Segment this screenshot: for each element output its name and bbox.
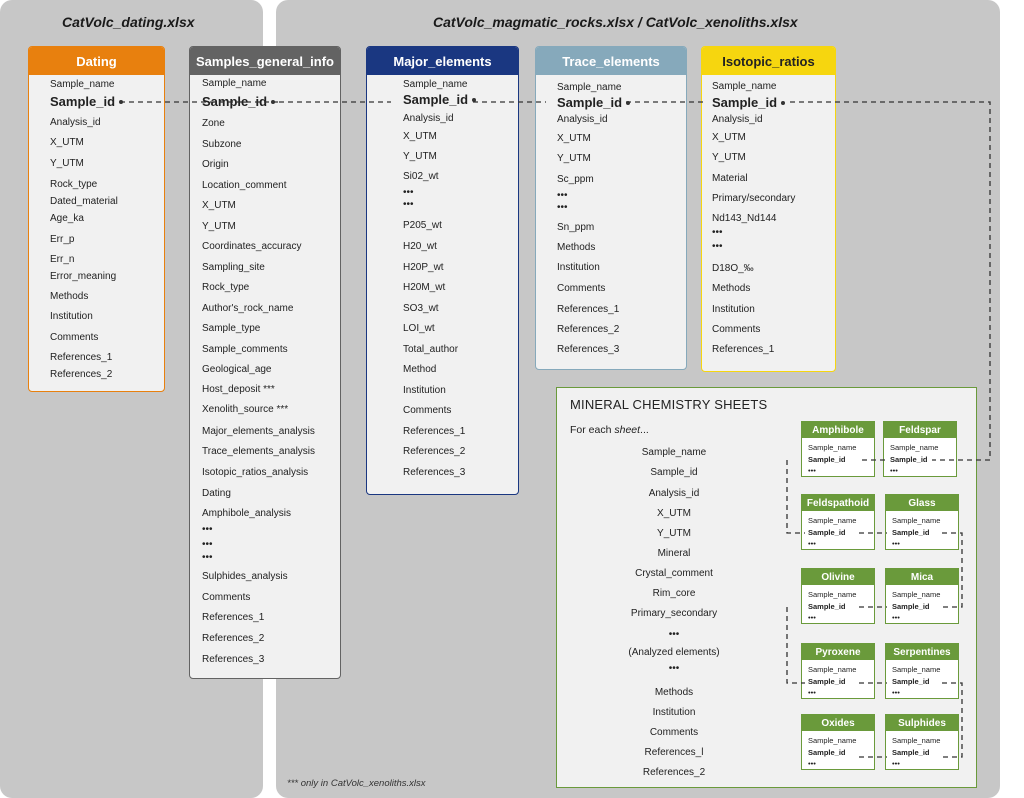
major-field: Sample_name [403, 79, 468, 90]
dating-field: Analysis_id [50, 117, 101, 128]
mineral-field: ••• [668, 663, 680, 674]
sheet-field: ••• [892, 759, 900, 768]
mineral-field: (Analyzed elements) [628, 647, 720, 658]
mineral-field: Sample_id [650, 467, 698, 478]
trace-field: Institution [557, 262, 600, 273]
sheet-oxides [801, 714, 875, 770]
sheet-olivine [801, 568, 875, 624]
samples-field: Sulphides_analysis [202, 571, 288, 582]
sheet-header: Mica [886, 569, 958, 585]
sheet-header: Feldspar [884, 422, 956, 438]
samples-field: Major_elements_analysis [202, 426, 315, 437]
samples-field: Origin [202, 159, 229, 170]
sheet-field: ••• [890, 466, 898, 475]
samples-field: Sample_name [202, 78, 267, 89]
sheet-field: Sample_id [892, 677, 930, 686]
subtitle-emph: sheet [614, 424, 641, 436]
isotopic-field: ••• [712, 227, 723, 238]
isotopic-field: Y_UTM [712, 152, 746, 163]
samples-field: References_2 [202, 633, 265, 644]
mineral-field: References_l [644, 747, 704, 758]
samples-field: Subzone [202, 139, 242, 150]
samples-field: Location_comment [202, 180, 287, 191]
subtitle-prefix: For each [570, 424, 615, 436]
sheet-field: Sample_id [892, 748, 930, 757]
sheet-field: ••• [808, 759, 816, 768]
sheet-header: Pyroxene [802, 644, 874, 660]
mineral-field: Methods [654, 687, 694, 698]
isotopic-field: D18O_‰ [712, 263, 754, 274]
dating-field: Rock_type [50, 179, 98, 190]
trace-field: References_2 [557, 324, 620, 335]
sheet-field: Sample_name [808, 590, 857, 599]
sheet-header: Feldspathoid [802, 495, 874, 511]
isotopic-field: References_1 [712, 344, 775, 355]
dating-field: References_1 [50, 352, 113, 363]
trace-table-header: Trace_elements [536, 47, 686, 75]
sheet-field: Sample_name [890, 443, 939, 452]
major-field: Si02_wt [403, 171, 439, 182]
dating-field: Institution [50, 311, 93, 322]
samples-field: Comments [202, 592, 251, 603]
sheet-amphibole [801, 421, 875, 477]
sheet-header: Olivine [802, 569, 874, 585]
trace-field: Comments [557, 283, 606, 294]
mineral-field: Sample_name [641, 447, 707, 458]
samples-field: Sampling_site [202, 262, 265, 273]
samples-field: Sample_id [202, 94, 268, 109]
samples-field: Amphibole_analysis [202, 508, 291, 519]
sheet-header: Amphibole [802, 422, 874, 438]
dating-field: Err_n [50, 254, 75, 265]
samples-field: Coordinates_accuracy [202, 241, 302, 252]
major-field: Comments [403, 405, 452, 416]
dating-field: X_UTM [50, 137, 84, 148]
trace-field: Sn_ppm [557, 222, 595, 233]
trace-field: X_UTM [557, 133, 591, 144]
sheet-field: ••• [892, 613, 900, 622]
trace-field: References_3 [557, 344, 620, 355]
dating-field: Methods [50, 291, 89, 302]
major-field: References_3 [403, 467, 466, 478]
isotopic-table-header: Isotopic_ratios [702, 47, 835, 75]
major-field: X_UTM [403, 131, 437, 142]
trace-field: Y_UTM [557, 153, 591, 164]
dating-field: Y_UTM [50, 158, 84, 169]
isotopic-field: X_UTM [712, 132, 746, 143]
dating-file-title: CatVolc_dating.xlsx [62, 14, 195, 30]
sheet-field: Sample_name [892, 516, 941, 525]
sheet-feldspar [883, 421, 957, 477]
samples-field: Geological_age [202, 364, 272, 375]
sheet-glass [885, 494, 959, 550]
samples-field: ••• [202, 552, 213, 563]
sheet-field: ••• [892, 539, 900, 548]
major-field: ••• [403, 199, 414, 210]
sheet-field: Sample_name [808, 736, 857, 745]
samples-field: Rock_type [202, 282, 250, 293]
sheet-field: ••• [808, 539, 816, 548]
samples-field: Isotopic_ratios_analysis [202, 467, 309, 478]
mineral-field: Comments [649, 727, 699, 738]
trace-field: Methods [557, 242, 596, 253]
samples-field: Xenolith_source *** [202, 404, 289, 415]
dating-field: Age_ka [50, 213, 84, 224]
mineral-field: Primary_secondary [630, 608, 718, 619]
mineral-field: References_2 [642, 767, 706, 778]
mineral-chemistry-subtitle [570, 424, 649, 436]
isotopic-field: ••• [712, 241, 723, 252]
sheet-header: Oxides [802, 715, 874, 731]
trace-link-dot [626, 101, 630, 105]
isotopic-field: Institution [712, 304, 755, 315]
trace-field: Sample_id [557, 95, 623, 110]
samples-field: Sample_comments [202, 344, 288, 355]
sheet-field: Sample_id [808, 748, 846, 757]
mineral-field: X_UTM [657, 508, 691, 519]
sheet-field: ••• [808, 613, 816, 622]
trace-field: ••• [557, 190, 568, 201]
sheet-field: Sample_id [808, 528, 846, 537]
samples-field: References_1 [202, 612, 265, 623]
sheet-feldspathoid [801, 494, 875, 550]
sheet-field: Sample_name [892, 665, 941, 674]
mineral-field: Rim_core [652, 588, 696, 599]
sheet-field: Sample_name [892, 736, 941, 745]
isotopic-field: Primary/secondary [712, 193, 796, 204]
mineral-field: ••• [668, 629, 680, 640]
dating-field: Comments [50, 332, 99, 343]
samples-field: Sample_type [202, 323, 261, 334]
mineral-field: Analysis_id [648, 488, 700, 499]
samples-field: Author's_rock_name [202, 303, 294, 314]
sheet-field: Sample_id [892, 528, 930, 537]
trace-field: References_1 [557, 304, 620, 315]
samples-field: Trace_elements_analysis [202, 446, 316, 457]
major-link-dot [472, 98, 476, 102]
samples-field: References_3 [202, 654, 265, 665]
major-field: Sample_id [403, 92, 469, 107]
samples-field: Dating [202, 488, 231, 499]
isotopic-field: Methods [712, 283, 751, 294]
sheet-mica [885, 568, 959, 624]
major-field: References_1 [403, 426, 466, 437]
major-field: Institution [403, 385, 446, 396]
sheet-field: Sample_id [808, 602, 846, 611]
sheet-field: ••• [808, 688, 816, 697]
major-field: SO3_wt [403, 303, 439, 314]
dating-field: Error_meaning [50, 271, 117, 282]
isotopic-field: Material [712, 173, 748, 184]
sheet-field: Sample_id [892, 602, 930, 611]
major-table-header: Major_elements [367, 47, 518, 75]
samples-field: ••• [202, 539, 213, 550]
samples-field: Y_UTM [202, 221, 236, 232]
samples-link-dot [271, 100, 275, 104]
major-field: LOI_wt [403, 323, 435, 334]
sheet-header: Serpentines [886, 644, 958, 660]
samples-field: ••• [202, 524, 213, 535]
dating-field: Sample_name [50, 79, 115, 90]
mineral-chemistry-title: MINERAL CHEMISTRY SHEETS [570, 397, 768, 412]
magmatic-file-title: CatVolc_magmatic_rocks.xlsx / CatVolc_xenoliths.xlsx [433, 14, 798, 30]
major-field: References_2 [403, 446, 466, 457]
xenolith-footnote: *** only in CatVolc_xenoliths.xlsx [287, 778, 426, 789]
sheet-field: Sample_id [808, 455, 846, 464]
mineral-field: Institution [652, 707, 696, 718]
sheet-field: ••• [808, 466, 816, 475]
major-field: P205_wt [403, 220, 442, 231]
major-field: H20_wt [403, 241, 437, 252]
trace-field: Sample_name [557, 82, 622, 93]
dating-field: Dated_material [50, 196, 118, 207]
sheet-sulphides [885, 714, 959, 770]
sheet-field: Sample_name [892, 590, 941, 599]
major-field: H20P_wt [403, 262, 444, 273]
isotopic-field: Sample_id [712, 95, 778, 110]
trace-field: Analysis_id [557, 114, 608, 125]
major-field: Analysis_id [403, 113, 454, 124]
sheet-field: ••• [892, 688, 900, 697]
isotopic-field: Analysis_id [712, 114, 763, 125]
sheet-header: Glass [886, 495, 958, 511]
subtitle-suffix: ... [640, 424, 649, 436]
dating-field: References_2 [50, 369, 113, 380]
sheet-pyroxene [801, 643, 875, 699]
sheet-field: Sample_id [890, 455, 928, 464]
samples-field: Host_deposit *** [202, 384, 275, 395]
trace-field: ••• [557, 202, 568, 213]
samples-field: X_UTM [202, 200, 236, 211]
major-field: ••• [403, 187, 414, 198]
mineral-field: Mineral [657, 548, 691, 559]
dating-field: Err_p [50, 234, 75, 245]
isotopic-field: Nd143_Nd144 [712, 213, 777, 224]
major-field: Total_author [403, 344, 459, 355]
isotopic-link-dot [781, 101, 785, 105]
major-field: Method [403, 364, 437, 375]
sheet-field: Sample_name [808, 665, 857, 674]
isotopic-field: Comments [712, 324, 761, 335]
trace-field: Sc_ppm [557, 174, 594, 185]
sheet-field: Sample_id [808, 677, 846, 686]
dating-table-header: Dating [29, 47, 164, 75]
dating-field: Sample_id [50, 94, 116, 109]
major-field: Y_UTM [403, 151, 437, 162]
sheet-header: Sulphides [886, 715, 958, 731]
sheet-field: Sample_name [808, 443, 857, 452]
sheet-serpentines [885, 643, 959, 699]
mineral-field: Y_UTM [657, 528, 691, 539]
samples-field: Zone [202, 118, 225, 129]
samples-table-header: Samples_general_info [190, 47, 340, 75]
sheet-field: Sample_name [808, 516, 857, 525]
isotopic-field: Sample_name [712, 81, 777, 92]
mineral-field: Crystal_comment [635, 568, 713, 579]
major-field: H20M_wt [403, 282, 446, 293]
dating-link-dot [119, 100, 123, 104]
